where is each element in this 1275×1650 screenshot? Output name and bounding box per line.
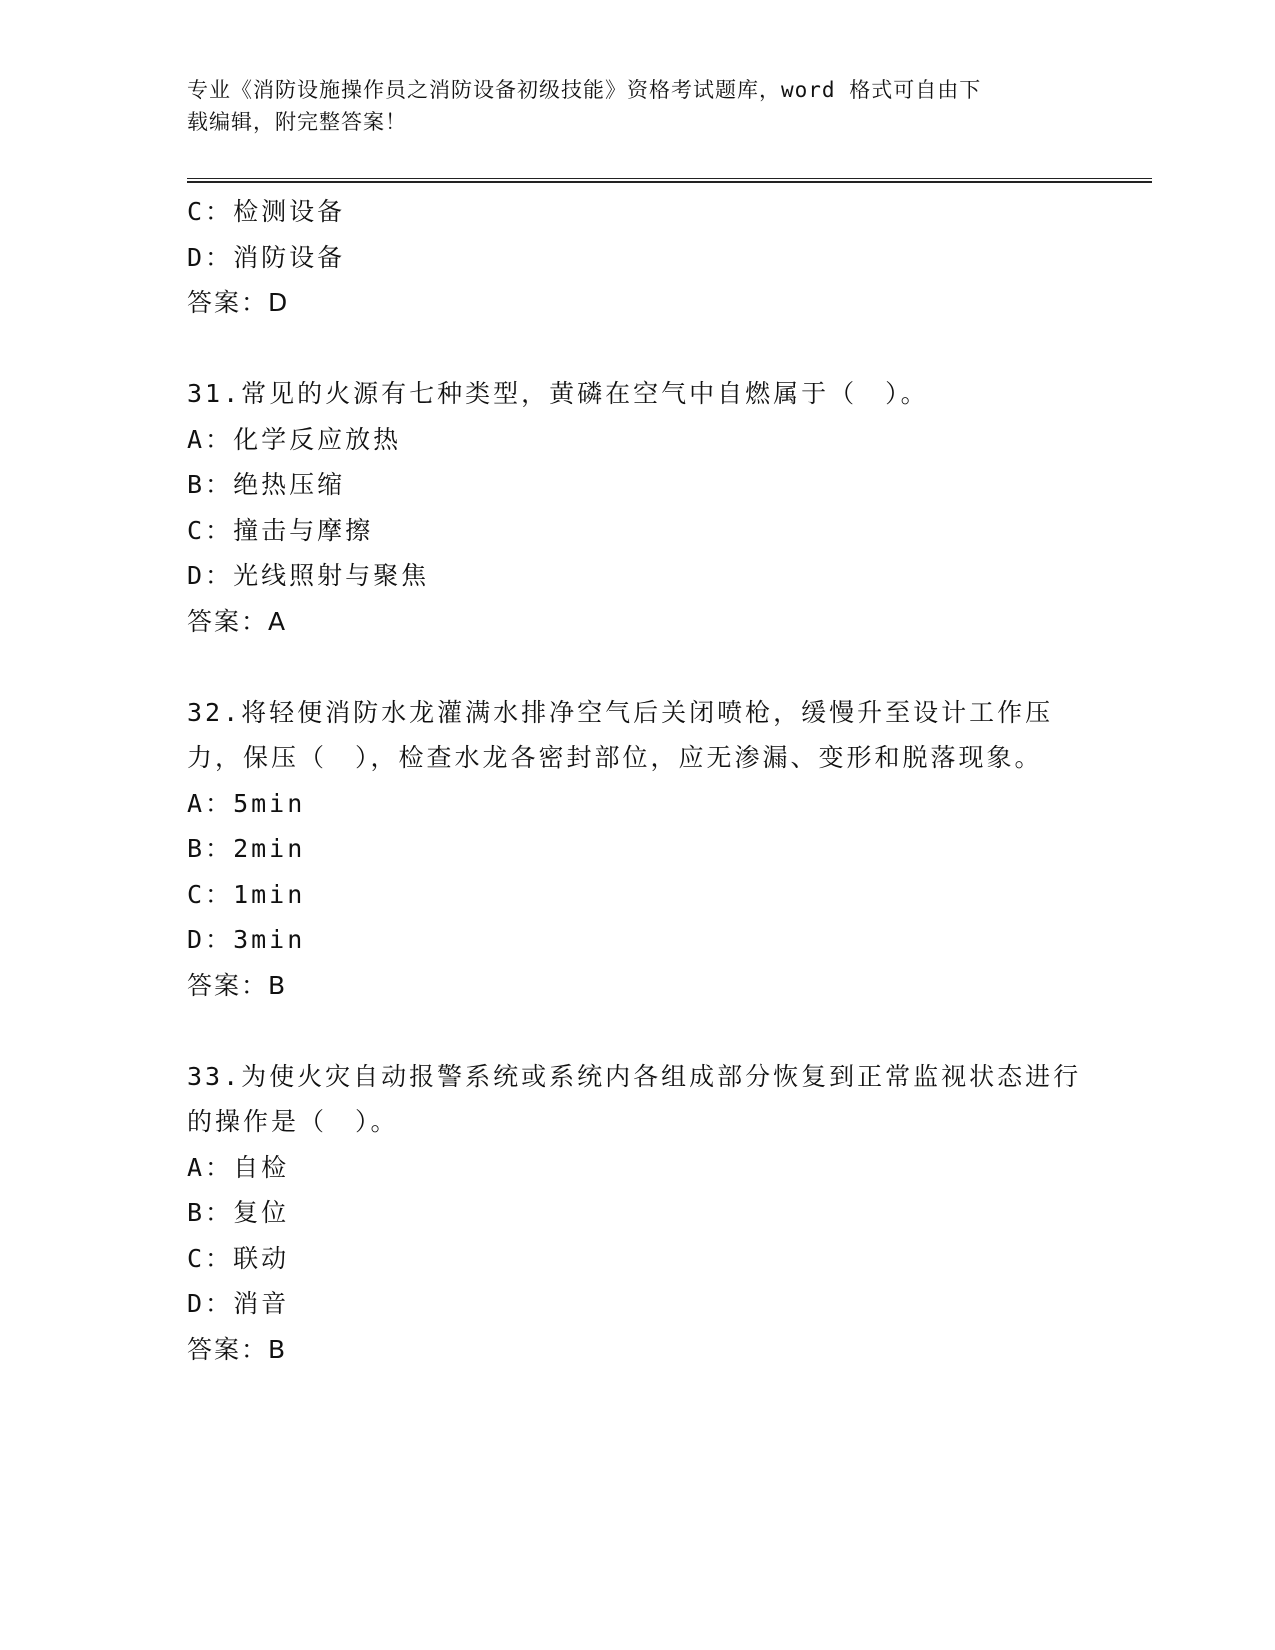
question-text: 32.将轻便消防水龙灌满水排净空气后关闭喷枪，缓慢升至设计工作压力，保压（ ），检查水龙各密封部位，应无渗漏、变形和脱落现象。 [187,697,1054,772]
option-a: A：5min [187,788,306,818]
spacer [187,326,1087,372]
option-c: C：检测设备 [187,197,346,226]
answer: 答案：A [187,606,288,636]
header-line-2: 载编辑，附完整答案！ [187,110,407,134]
question-text: 31.常见的火源有七种类型，黄磷在空气中自燃属于（ ）。 [187,379,929,408]
question-31 [187,371,1087,644]
question-33 [187,1054,1087,1373]
spacer [187,644,1087,690]
option-b: B：复位 [187,1198,290,1227]
option-b: B：2min [187,834,306,863]
option-d: D：消防设备 [187,242,346,272]
previous-question-tail [187,189,1087,326]
option-d: D：消音 [187,1289,290,1318]
option-a: A：自检 [187,1152,290,1182]
header-divider [187,178,1152,183]
option-b: B：绝热压缩 [187,470,346,499]
spacer [187,1008,1087,1054]
question-list [187,189,1087,1372]
option-d: D：光线照射与聚焦 [187,561,430,590]
answer: 答案：B [187,970,288,1000]
answer: 答案：D [187,288,290,317]
option-a: A：化学反应放热 [187,424,402,454]
option-d: D：3min [187,925,306,954]
page-header [187,74,1067,138]
question-text: 33.为使火灾自动报警系统或系统内各组成部分恢复到正常监视状态进行的操作是（ ）。 [187,1061,1082,1136]
option-c: C：联动 [187,1243,290,1273]
question-32 [187,690,1087,1009]
header-line-1: 专业《消防设施操作员之消防设备初级技能》资格考试题库，word 格式可自由下 [187,78,982,102]
option-c: C：撞击与摩擦 [187,515,374,545]
option-c: C：1min [187,879,306,909]
answer: 答案：B [187,1334,288,1364]
